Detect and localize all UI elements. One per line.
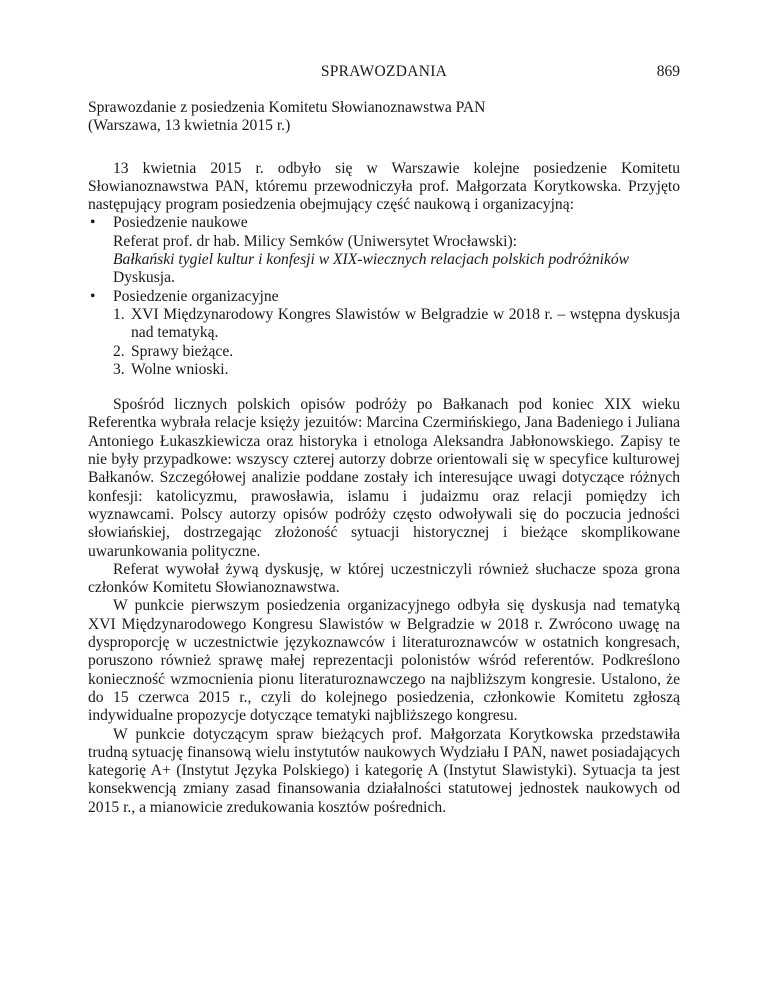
paragraph-gap	[88, 379, 680, 396]
item-text: Sprawy bieżące.	[131, 342, 234, 360]
report-title	[88, 99, 680, 136]
page-number: 869	[656, 63, 680, 80]
organizational-items	[113, 306, 680, 379]
bullet-icon: •	[90, 214, 96, 232]
running-header	[88, 63, 680, 83]
agenda-list	[88, 214, 680, 379]
agenda-heading: Posiedzenie naukowe	[113, 214, 248, 232]
list-item	[113, 361, 680, 379]
report-title-date: (Warszawa, 13 kwietnia 2015 r.)	[88, 117, 291, 135]
body-paragraph: Spośród licznych polskich opisów podróży po Bałkanach pod koniec XIX wieku Referentka wybrała relacje księży jezuitów: Marcina Czermińskiego, Jana Badeniego i Juliana Antoniego Łukaszkiewicza oraz historyka i etnologa Aleksandra Jabłonowskiego. Zapisy te nie były przypadkowe: wszyscy czterej autorzy dobrze orientowali się w specyfice kulturowej Bałkanów. Szczegółowej analizie poddane zostały ich interesujące uwagi dotyczące różnych konfesji: katolicyzmu, prawosławia, islamu i judaizmu oraz relacji pomiędzy ich wyznawcami. Polscy autorzy opisów podróży często odwoływali się do poczucia jedności słowiańskiej, dostrzegając złożoność sytuacji historycznej i bieżące skomplikowane uwarunkowania polityczne.	[88, 396, 680, 560]
agenda-item-organizational	[88, 288, 680, 379]
bullet-icon: •	[90, 287, 96, 305]
document-body	[88, 99, 680, 817]
body-paragraph: W punkcie pierwszym posiedzenia organizacyjnego odbyła się dyskusja nad tematyką XVI Międzynarodowego Kongresu Slawistów w Belgradzie w 2018 r. Zwrócono uwagę na dysproporcję w uczestnictwie językoznawców i literaturoznawców w ostatnich kongresach, poruszono również sprawę małej reprezentacji polonistów wśród referentów. Podkreślono konieczność wzmocnienia pionu literaturoznawczego na najbliższym kongresie. Ustalono, że do 15 czerwca 2015 r., czyli do kolejnego posiedzenia, członkowie Komitetu zgłoszą indywidualne propozycje dotyczące tematyki najbliższego kongresu.	[88, 597, 680, 725]
speaker-line: Referat prof. dr hab. Milicy Semków (Uniwersytet Wrocławski):	[113, 232, 517, 250]
item-number: 2.	[113, 342, 125, 360]
intro-paragraph: 13 kwietnia 2015 r. odbyło się w Warszawie kolejne posiedzenie Komitetu Słowianoznawstwa PAN, któremu przewodniczyła prof. Małgorzata Korytkowska. Przyjęto następujący program posiedzenia obejmujący część naukową i organizacyjną:	[88, 159, 680, 214]
list-item	[113, 343, 680, 361]
item-number: 3.	[113, 360, 125, 378]
item-text: Wolne wnioski.	[131, 360, 229, 378]
running-title: SPRAWOZDANIA	[320, 63, 448, 80]
report-title-line: Sprawozdanie z posiedzenia Komitetu Słowianoznawstwa PAN	[88, 99, 486, 116]
discussion-line: Dyskusja.	[113, 269, 175, 287]
list-item	[113, 306, 680, 343]
agenda-heading: Posiedzenie organizacyjne	[113, 287, 279, 305]
agenda-item-scientific	[88, 214, 680, 287]
body-paragraph: Referat wywołał żywą dyskusję, w której uczestniczyli również słuchacze spoza grona członków Komitetu Słowianoznawstwa.	[88, 560, 680, 597]
item-text: XVI Międzynarodowy Kongres Slawistów w Belgradzie w 2018 r. – wstępna dyskusja nad tematyką.	[131, 305, 680, 342]
lecture-title: Bałkański tygiel kultur i konfesji w XIX-wiecznych relacjach polskich podróżników	[113, 251, 630, 269]
item-number: 1.	[113, 305, 125, 323]
body-paragraph: W punkcie dotyczącym spraw bieżących prof. Małgorzata Korytkowska przedstawiła trudną sytuację finansową wielu instytutów naukowych Wydziału I PAN, nawet posiadających kategorię A+ (Instytut Języka Polskiego) i kategorię A (Instytut Slawistyki). Sytuacja ta jest konsekwencją zmiany zasad finansowania działalności statutowej jednostek naukowych od 2015 r., a mianowicie zredukowania kosztów pośrednich.	[88, 725, 680, 816]
